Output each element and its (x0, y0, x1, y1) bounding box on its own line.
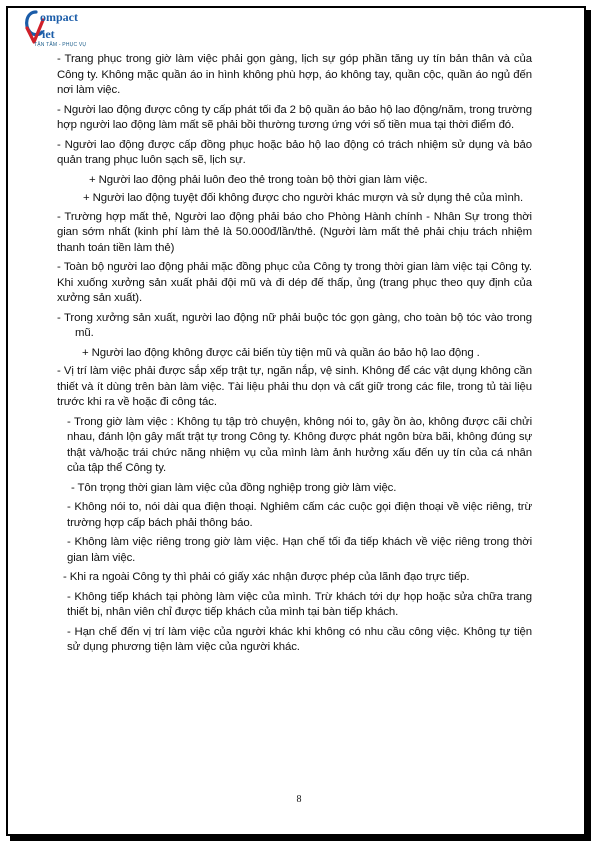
page-number: 8 (296, 794, 302, 805)
logo-tagline: TẬN TÂM - PHỤC VỤ (34, 42, 87, 48)
paragraph-protective-clothing: - Người lao động được công ty cấp phát tối đa 2 bộ quần áo bảo hộ lao động/năm, trong trường hợp người lao động làm mất sẽ phải bồi thường tương ứng với số tiền mua tại thời điểm đó. (57, 103, 532, 131)
logo-text-top: ompact (40, 10, 78, 24)
logo-text-bottom: iet (42, 27, 55, 41)
paragraph-others-workspace: - Hạn chế đến vị trí làm việc của người khác khi không có nhu cầu công việc. Không tự tiện sử dụng phương tiện làm việc của người khác. (67, 625, 532, 653)
bullet-no-modification: + Người lao động không được cải biến tùy tiện mũ và quần áo bảo hộ lao động . (82, 346, 480, 359)
paragraph-workplace-order: - Vị trí làm việc phải được sắp xếp trật tự, ngăn nắp, vệ sinh. Không để các vật dụng không cần thiết và ít dùng trên bàn làm việc. Tài liệu phải thu dọn và cất giữ trong các file, trong tủ tài liệu trước khi ra về hoặc đi công tác. (57, 365, 532, 408)
paragraph-wear-uniform: - Toàn bộ người lao động phải mặc đồng phục của Công ty trong thời gian làm việc tại Công ty. Khi xuống xưởng sản xuất phải đội mũ và đi dép đế thấp, ủng (trang phục theo quy định của xưởng sản xuất). (57, 261, 532, 304)
paragraph-uniform-attire: - Trang phục trong giờ làm việc phải gọn gàng, lịch sự góp phần tăng uy tín bản thân và của Công ty. Không mặc quần áo in hình không phù hợp, áo không tay, quần cộc, quần áo ngủ đến nơi làm việc. (57, 53, 532, 96)
paragraph-lost-badge: - Trường hợp mất thẻ, Người lao động phải báo cho Phòng Hành chính - Nhân Sự trong thời gian sớm nhất (kinh phí làm thẻ là 50.000đ/lần/thẻ. (Người làm mất thẻ phải chịu trách nhiệm thanh toán tiền làm thẻ) (57, 210, 532, 254)
paragraph-tie-hair: - Trong xưởng sản xuất, người lao động nữ phải buộc tóc gọn gàng, cho toàn bộ tóc vào trong mũ. (57, 311, 532, 339)
bullet-wear-badge: + Người lao động phải luôn đeo thẻ trong toàn bộ thời gian làm việc. (89, 173, 428, 186)
paragraph-personal-work: - Không làm việc riêng trong giờ làm việc. Hạn chế tối đa tiếp khách về việc riêng trong thời gian làm việc. (67, 536, 532, 564)
paragraph-leaving-office: - Khi ra ngoài Công ty thì phải có giấy xác nhận được phép của lãnh đạo trực tiếp. (63, 571, 470, 583)
paragraph-phone-use: - Không nói to, nói dài qua điện thoại. Nghiêm cấm các cuộc gọi điện thoại về việc riêng, trừ trường hợp cấp bách phải thông báo. (67, 501, 532, 529)
paragraph-receiving-guests: - Không tiếp khách tại phòng làm việc của mình. Trừ khách tới dự họp hoặc sửa chữa trang thiết bị, nhân viên chỉ được tiếp khách của mình tại bàn tiếp khách. (67, 590, 532, 618)
paragraph-respect-time: - Tôn trọng thời gian làm việc của đồng nghiệp trong giờ làm việc. (71, 481, 397, 494)
document-body (57, 52, 532, 660)
page-shadow-right (586, 10, 591, 840)
paragraph-working-hours-conduct: - Trong giờ làm việc : Không tụ tập trò chuyện, không nói to, gây ồn ào, không được cãi chửi nhau, đánh lộn gây mất trật tự trong Công ty. Không được phát ngôn bừa bãi, không đúng sự thật và/hoặc trái chức năng nhiệm vụ của mình làm ảnh hưởng xấu đến uy tín của cá nhân của tập thể Công ty. (67, 415, 532, 474)
page-shadow-bottom (10, 836, 591, 841)
paragraph-uniform-care: - Người lao động được cấp đồng phục hoặc bảo hộ lao động có trách nhiệm sử dụng và bảo quản trang phục luôn sạch sẽ, lịch sự. (57, 138, 532, 166)
bullet-no-lending-badge: + Người lao động tuyệt đối không được cho người khác mượn và sử dụng thẻ của mình. (83, 192, 524, 204)
